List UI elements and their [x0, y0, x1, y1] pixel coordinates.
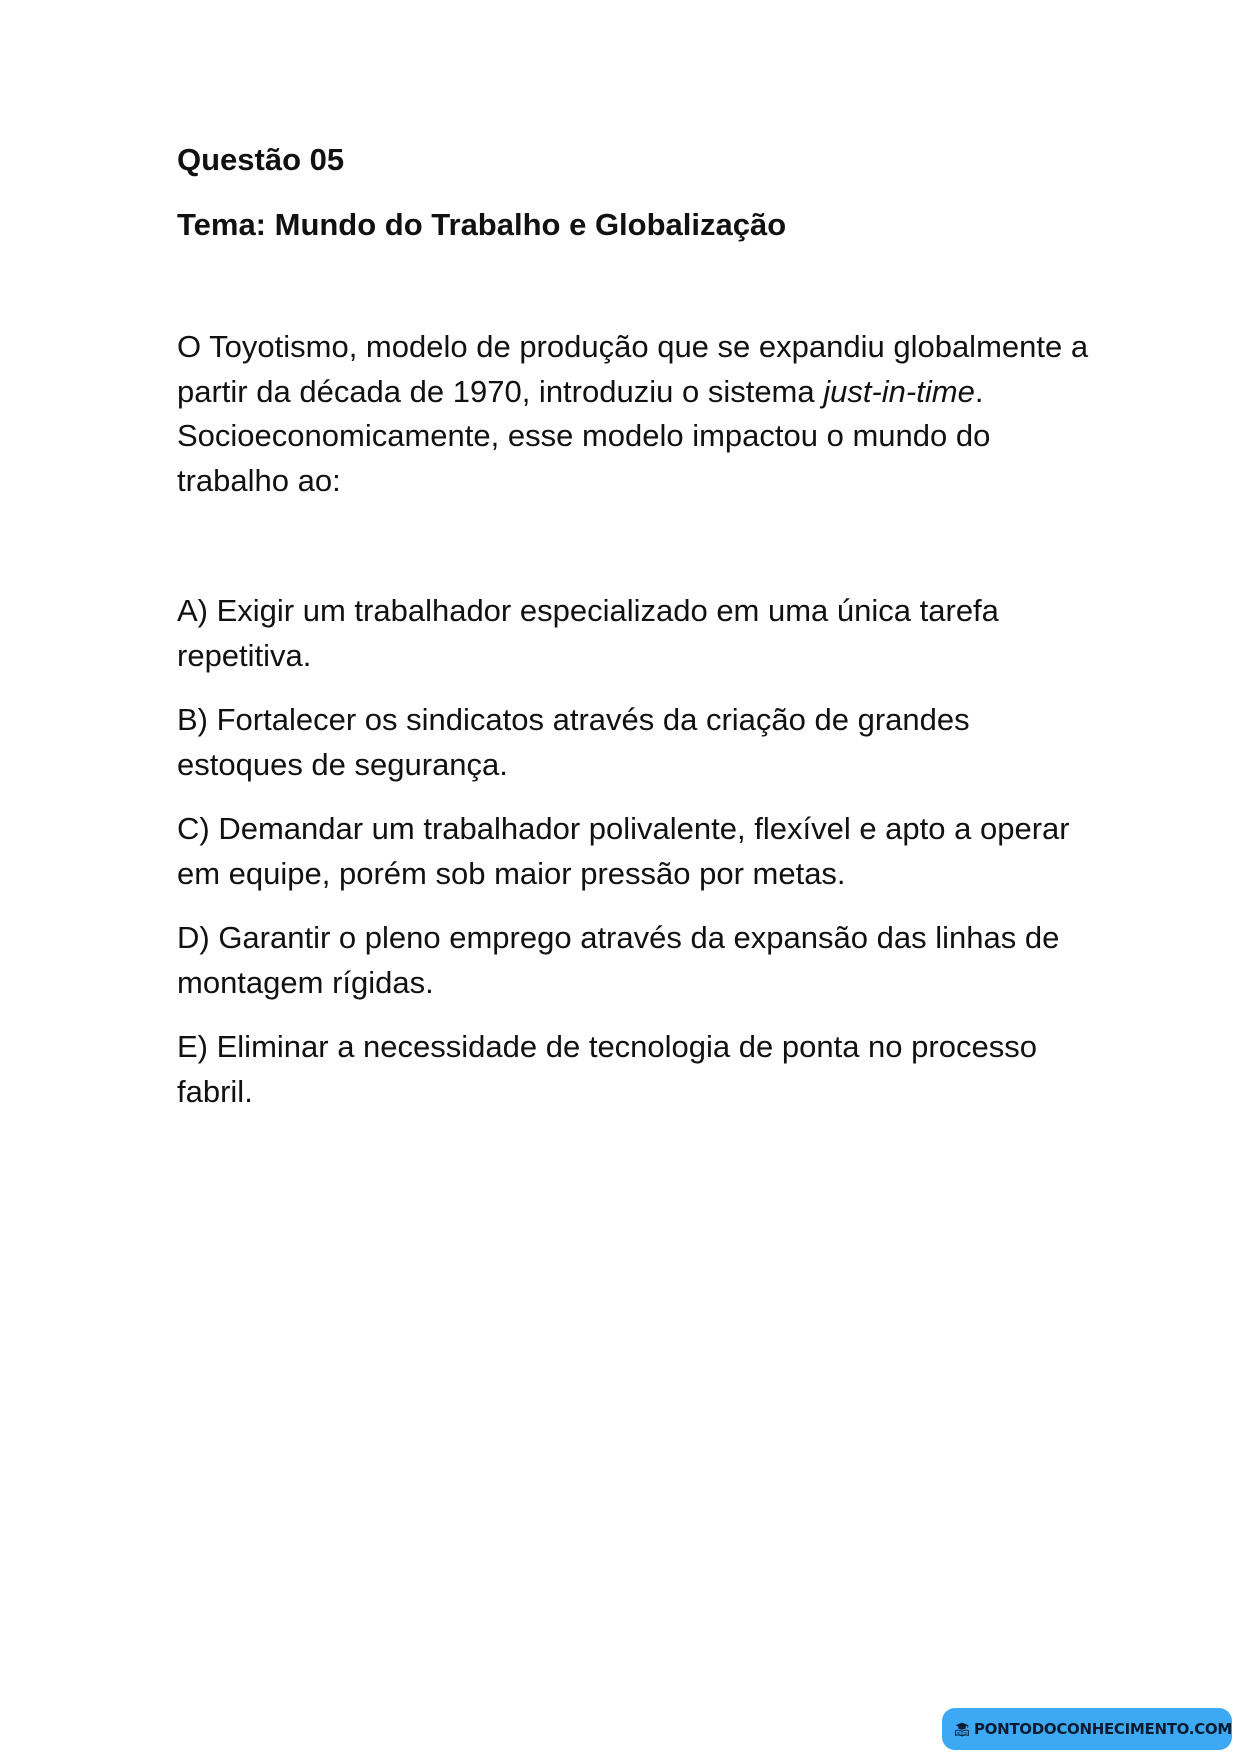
option-e: E) Eliminar a necessidade de tecnologia de ponta no processo fabril. [177, 1029, 1037, 1109]
question-theme: Tema: Mundo do Trabalho e Globalização [177, 207, 787, 242]
question-block [177, 140, 1097, 1134]
option-b: B) Fortalecer os sindicatos através da criação de grandes estoques de segurança. [177, 702, 970, 782]
option-a: A) Exigir um trabalhador especializado em uma única tarefa repetitiva. [177, 593, 999, 673]
statement-italic-term: just-in-time [823, 373, 975, 409]
question-number: Questão 05 [177, 142, 345, 177]
statement-text-start: O Toyotismo, modelo de produção que se expandiu globalmente a partir da década de 1970, introduziu o sistema [177, 329, 1089, 409]
statement-text-end: . Socioeconomicamente, esse modelo impactou o mundo do trabalho ao: [177, 373, 991, 498]
question-statement [177, 325, 1097, 503]
option-d: D) Garantir o pleno emprego através da expansão das linhas de montagem rígidas. [177, 920, 1060, 1000]
option-c: C) Demandar um trabalhador polivalente, flexível e apto a operar em equipe, porém sob maior pressão por metas. [177, 811, 1070, 891]
graduate-book-icon [954, 1715, 970, 1743]
site-badge [942, 1708, 1232, 1750]
answer-options [177, 589, 1097, 1114]
badge-text: PONTODOCONHECIMENTO.COM [973, 1720, 1232, 1738]
